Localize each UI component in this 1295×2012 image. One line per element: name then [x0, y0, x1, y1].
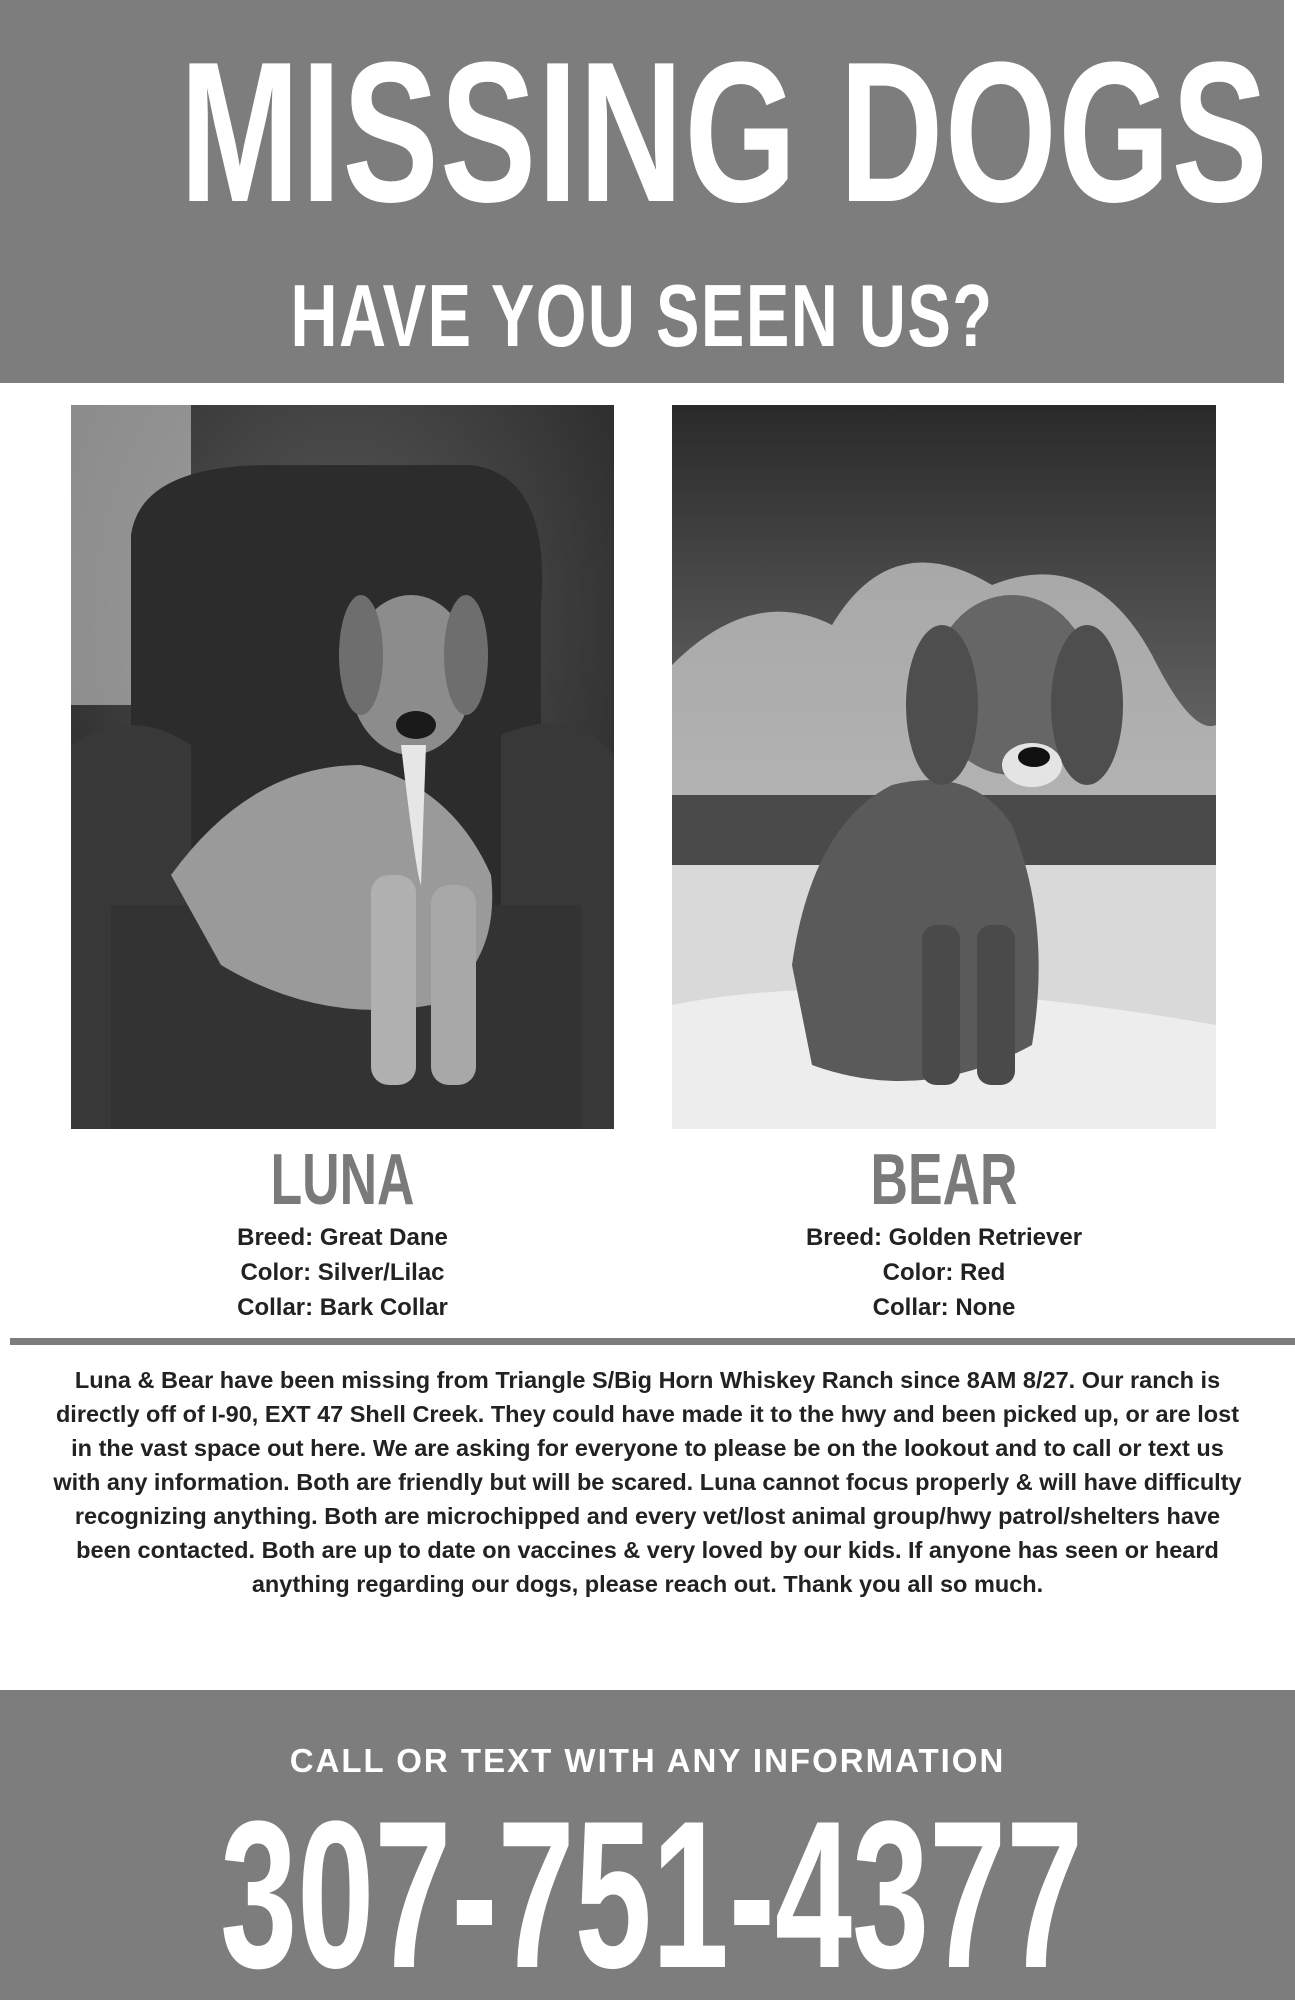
section-divider [10, 1338, 1295, 1345]
dog-details-luna [71, 1220, 614, 1325]
header-banner [0, 0, 1284, 383]
breed-text: Breed: Great Dane [237, 1224, 448, 1251]
bear-photo [672, 405, 1216, 1129]
footer-banner [0, 1690, 1295, 2012]
color-text: Color: Red [882, 1259, 1006, 1286]
breed-text: Breed: Golden Retriever [805, 1224, 1083, 1251]
dog-name-luna: LUNA [270, 1140, 415, 1220]
dog-name-bear: BEAR [870, 1140, 1018, 1220]
phone-number: 307-751-4377 [220, 1777, 1084, 2012]
page-subtitle: HAVE YOU SEEN US? [290, 266, 994, 365]
page-title: MISSING DOGS [179, 21, 1270, 244]
dog-details-bear [672, 1220, 1216, 1325]
collar-text: Collar: None [872, 1294, 1016, 1321]
luna-photo [71, 405, 614, 1129]
color-text: Color: Silver/Lilac [240, 1259, 445, 1286]
collar-text: Collar: Bark Collar [237, 1294, 448, 1321]
call-to-action: CALL OR TEXT WITH ANY INFORMATION [289, 1742, 1006, 1779]
story-paragraph: Luna & Bear have been missing from Triangle S/Big Horn Whiskey Ranch since 8AM 8/27. Our ranch is directly off of I-90, EXT 47 Shell Creek. They could have made it to the hwy and been picked up, or are lost in the vast space out here. We are asking for everyone to please be on the lookout and to call or text us with any information. Both are friendly but will be scared. Luna cannot focus properly & will have difficulty recognizing anything. Both are microchipped and every vet/lost animal group/hwy patrol/shelters have been contacted. Both are up to date on vaccines & very loved by our kids. If anyone has seen or heard anything regarding our dogs, please reach out. Thank you all so much. [53, 1367, 1242, 1597]
